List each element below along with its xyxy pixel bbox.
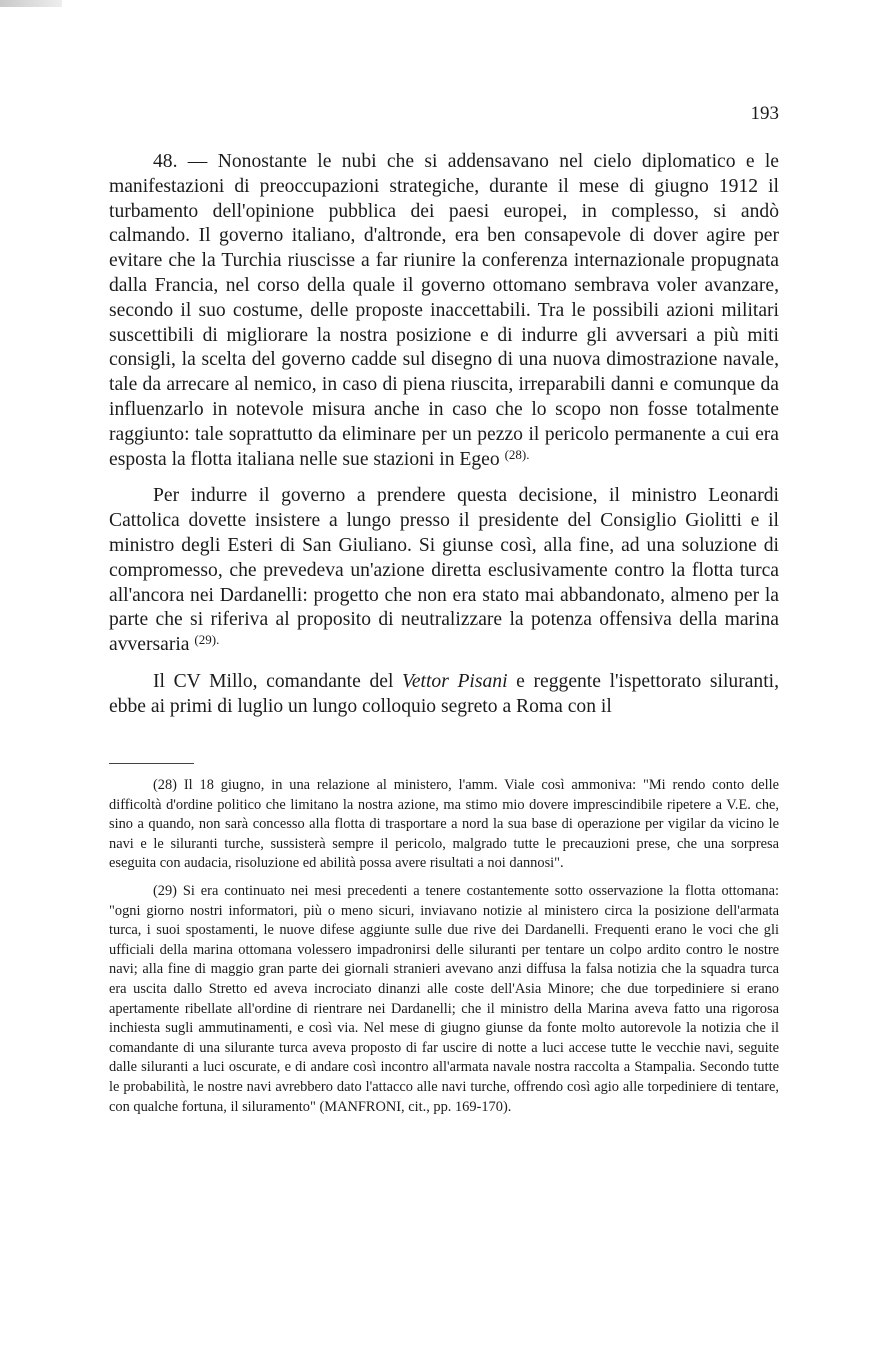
page-number: 193 xyxy=(750,103,779,124)
paragraph-leonardi xyxy=(109,484,779,658)
paragraph-millo xyxy=(109,670,779,720)
footnote-29: (29) Si era continuato nei mesi precedenti a tenere costantemente sotto osservazione la flotta ottomana: "ogni giorno nostri informatori, più o meno sicuri, inviavano notizie al ministero circa la posizione dell'armata turca, i suoi spostamenti, le nuove difese aggiunte sulle due rive dei Dardanelli. Frequenti erano le voci che gli ufficiali della marina ottomana volessero impadronirsi delle siluranti per tentare un colpo ardito contro le nostre navi; alla fine di maggio gran parte dei giornali stranieri avevano anzi diffusa la falsa notizia che la squadra turca era uscita dallo Stretto ed aveva incrociato dinanzi alle coste dell'Asia Minore; che due torpediniere si erano apertamente ribellate all'ordine di rientrare nei Dardanelli; che il ministro della Marina aveva fatto una rigorosa inchiesta sugli ammutinamenti, e così via. Nel mese di giugno giunse da fonte molto autorevole la notizia che il comandante di una silurante turca aveva proposto di far uscire di notte a luci accese tutte le vecchie navi, seguite dalle siluranti a luci oscurate, e di andare così incontro all'armata navale nostra raccolta a Stampalia. Secondo tutte le probabilità, le nostre navi avrebbero dato l'attacco alle navi turche, offrendo così agio alle torpediniere di tentare, con qualche fortuna, il siluramento" (MANFRONI, cit., pp. 169-170). xyxy=(109,882,779,1115)
main-text xyxy=(109,150,779,732)
paragraph-text: e reggente l'ispettorato siluranti, ebbe ai primi di luglio un lungo colloquio segreto a Roma con il xyxy=(109,670,780,717)
paragraph-48 xyxy=(109,150,779,472)
footnotes xyxy=(109,776,779,1125)
ship-name: Vettor Pisani xyxy=(402,670,508,692)
paragraph-text: Il CV Millo, comandante del xyxy=(153,670,403,692)
footnote-ref-29: (29). xyxy=(194,632,220,648)
footnote-28: (28) Il 18 giugno, in una relazione al ministero, l'amm. Viale così ammoniva: "Mi rendo conto delle difficoltà d'ordine politico che limitano la nostra azione, ma stimo mio dovere imprescindibile ripetere a V.E. che, sino a quando, non sarà concesso alla flotta di trasportare a nord la sua base di operazione per vigilar da vicino le navi e le siluranti turche, sussisterà sempre il pericolo, malgrado tutte le precauzioni prese, che una sorpresa eseguita con audacia, risoluzione ed abilità possa avere risultati a noi dannosi". xyxy=(109,777,779,872)
paragraph-text: Per indurre il governo a prendere questa decisione, il ministro Leonardi Cattolica dovette insistere a lungo presso il presidente del Consiglio Giolitti e il ministro degli Esteri di San Giuliano. Si giunse così, alla fine, ad una soluzione di compromesso, che prevedeva un'azione diretta esclusivamente contro la flotta turca all'ancora nei Dardanelli: progetto che non era stato mai abbandonato, almeno per la parte che si riferiva al proposito di neutralizzare la potenza offensiva della marina avversaria xyxy=(109,485,779,656)
footnote-ref-28: (28). xyxy=(504,446,530,462)
footnote-separator xyxy=(109,763,194,764)
paragraph-text: 48. — Nonostante le nubi che si addensavano nel cielo diplomatico e le manifestazioni di preoccupazioni strategiche, durante il mese di giugno 1912 il turbamento dell'opinione pubblica dei paesi europei, in complesso, si andò calmando. Il governo italiano, d'altronde, era ben consapevole di dover agire per evitare che la Turchia riuscisse a far riunire la conferenza internazionale propugnata dalla Francia, nel corso della quale il governo ottomano sembrava voler avanzare, secondo il suo costume, delle proposte inaccettabili. Tra le possibili azioni militari suscettibili di migliorare la nostra posizione e di indurre gli avversari a più miti consigli, la scelta del governo cadde sul disegno di una nuova dimostrazione navale, tale da arrecare al nemico, in caso di piena riuscita, irreparabili danni e comunque da influenzarlo in notevole misura anche in caso che lo scopo non fosse totalmente raggiunto: tale soprattutto da eliminare per un pezzo il pericolo permanente a cui era esposta la flotta italiana nelle sue stazioni in Egeo xyxy=(109,151,779,470)
scan-edge-mark xyxy=(0,0,62,7)
